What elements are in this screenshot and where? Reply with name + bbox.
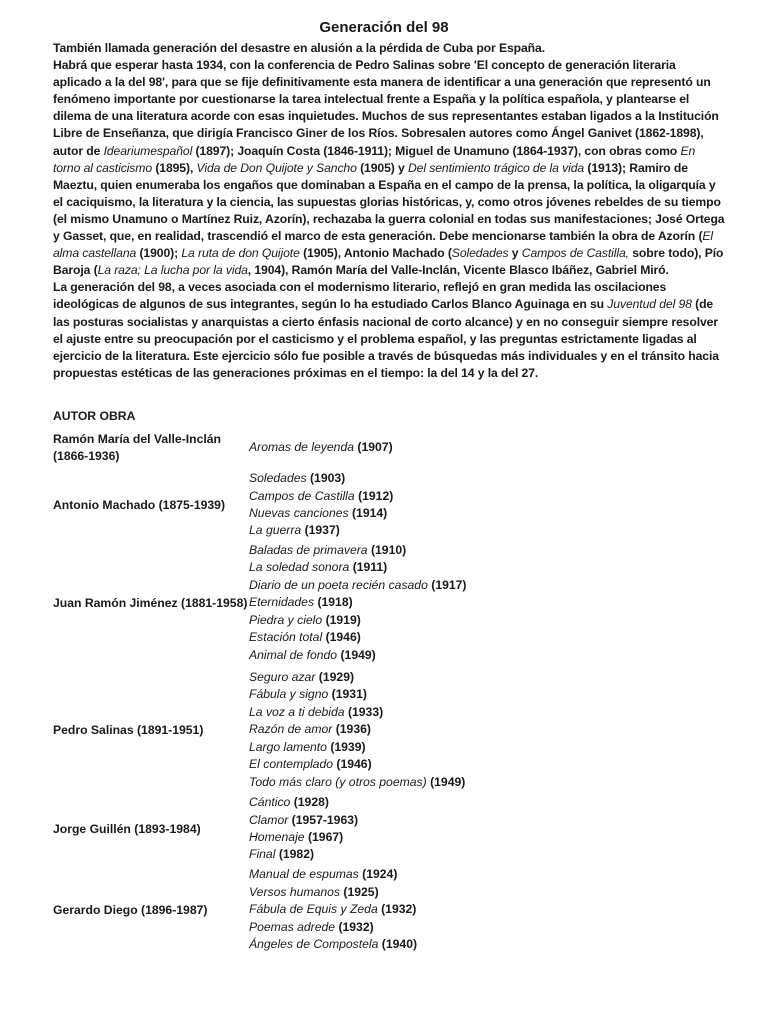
work-item: Poemas adrede (1932) xyxy=(249,919,374,934)
work-item: Fábula de Equis y Zeda (1932) xyxy=(249,902,417,917)
work-item: Final (1982) xyxy=(249,847,315,862)
work-item: La soledad sonora (1911) xyxy=(249,560,388,575)
work-item: Estación total (1946) xyxy=(249,630,361,645)
works-list xyxy=(249,470,733,540)
work-item: Fábula y signo (1931) xyxy=(249,687,367,702)
page-title: Generación del 98 xyxy=(319,19,449,36)
work-item: Homenaje (1967) xyxy=(249,830,344,844)
table-heading: AUTOR OBRA xyxy=(53,409,136,423)
work-item: Clamor (1957-1963) xyxy=(249,812,359,827)
author-name: Pedro Salinas (1891-1951) xyxy=(53,722,204,737)
intro-paragraph: También llamada generación del desastre en alusión a la pérdida de Cuba por España. xyxy=(53,41,545,55)
work-item: Baladas de primavera (1910) xyxy=(249,543,407,558)
author-name: Antonio Machado (1875-1939) xyxy=(53,497,226,512)
author-name: Jorge Guillén (1893-1984) xyxy=(53,821,201,836)
author-row xyxy=(53,668,733,792)
author-row xyxy=(53,865,733,955)
work-item: Diario de un poeta recién casado (1917) xyxy=(249,577,467,592)
work-item: Manual de espumas (1924) xyxy=(249,867,398,882)
author-row xyxy=(53,470,733,540)
work-item: Largo lamento (1939) xyxy=(249,739,366,754)
history-paragraph: Habrá que esperar hasta 1934, con la conferencia de Pedro Salinas sobre 'El concepto de generación literaria aplicado a la del 98', para que se fije definitivamente esta manera de identificar a una generación que representó un fenómeno importante por cuestionarse la tarea intelectual frente a España y la política española, y plantearse el dilema de una literatura acorde con esas inquietudes. Muchos de sus representantes estaban ligados a la Institución Libre de Enseñanza, que dirigía Francisco Giner de los Ríos. Sobresalen autores como Ángel Ganivet (1862-1898), autor de Ideariumespañol (1897); Joaquín Costa (1846-1911); Miguel de Unamuno (1864-1937), con obras como En torno al casticismo (1895), Vida de Don Quijote y Sancho (1905) y Del sentimiento trágico de la vida (1913); Ramiro de Maeztu, quien enumeraba los engaños que dominaban a España en el campo de la prensa, la política, la oligarquía y el caciquismo, la literatura y la ciencia, las supuestas glorias históricas, y, como otros jóvenes rebeldes de su tiempo (el mismo Unamuno o Martínez Ruiz, Azorín), rechazaba la guerra colonial en todas sus manifestaciones; José Ortega y Gasset, que, en realidad, trascendió el marco de esta generación. Debe mencionarse también la obra de Azorín (El alma castellana (1900); La ruta de don Quijote (1905), Antonio Machado (Soledades y Campos de Castilla, sobre todo), Pío Baroja (La raza; La lucha por la vida, 1904), Ramón María del Valle-Inclán, Vicente Blasco Ibáñez, Gabriel Miró. xyxy=(53,58,725,278)
work-item: Eternidades (1918) xyxy=(249,595,353,610)
works-list xyxy=(249,439,733,456)
work-item: Animal de fondo (1949) xyxy=(249,647,376,662)
works-list xyxy=(249,794,733,864)
work-item: Cántico (1928) xyxy=(249,795,329,810)
author-row xyxy=(53,542,733,664)
work-item: Ángeles de Compostela (1940) xyxy=(249,937,418,952)
work-item: Razón de amor (1936) xyxy=(249,722,371,737)
author-name: Juan Ramón Jiménez (1881-1958) xyxy=(53,595,248,610)
author-row xyxy=(53,428,733,468)
work-item: Seguro azar (1929) xyxy=(249,670,355,685)
work-item: Nuevas canciones (1914) xyxy=(249,506,388,520)
author-name: Gerardo Diego (1896-1987) xyxy=(53,902,208,917)
work-item: Todo más claro (y otros poemas) (1949) xyxy=(249,774,466,789)
work-item: Piedra y cielo (1919) xyxy=(249,612,361,627)
work-item: Soledades (1903) xyxy=(249,471,346,486)
intro-text xyxy=(53,40,725,382)
work-item: Versos humanos (1925) xyxy=(249,884,379,899)
work-item: La guerra (1937) xyxy=(249,523,340,538)
works-list xyxy=(249,669,733,791)
author-name: Ramón María del Valle-Inclán (1866-1936) xyxy=(53,432,221,463)
work-item: El contemplado (1946) xyxy=(249,757,372,772)
works-list xyxy=(249,866,733,953)
works-list xyxy=(249,542,733,664)
work-item: Aromas de leyenda (1907) xyxy=(249,440,393,455)
work-item: La voz a ti debida (1933) xyxy=(249,704,384,719)
analysis-paragraph: La generación del 98, a veces asociada con el modernismo literario, reflejó en gran medida las oscilaciones ideológicas de algunos de sus integrantes, según lo ha estudiado Carlos Blanco Aguinaga en su Juventud del 98 (de las posturas socialistas y anarquistas a cierto énfasis nacional de corto alcance) y en no conseguir siempre resolver el ajuste entre su preocupación por el casticismo y el problema español, y las preguntas estrictamente ligadas al ejercicio de la literatura. Este ejercicio sólo fue posible a través de búsquedas más individuales y en el tránsito hacia propuestas estéticas de las generaciones próximas en el tiempo: la del 14 y la del 27. xyxy=(53,280,719,380)
author-row xyxy=(53,793,733,865)
work-item: Campos de Castilla (1912) xyxy=(249,488,394,503)
